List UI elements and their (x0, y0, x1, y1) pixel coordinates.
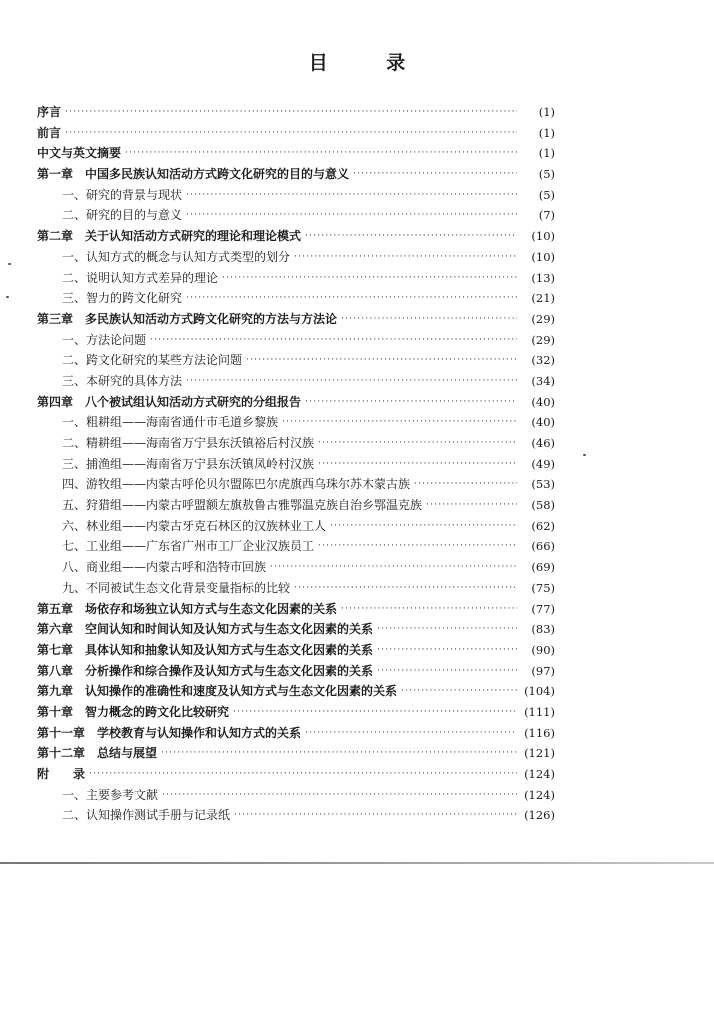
toc-entry-page: (90) (531, 642, 555, 657)
toc-entry (37, 640, 555, 661)
page-title: 目 录 (308, 52, 432, 74)
toc-entry (37, 433, 555, 454)
toc-dot-leader (426, 495, 517, 516)
toc-entry (37, 392, 555, 413)
toc-entry-label: 一、研究的背景与现状 (62, 187, 183, 202)
toc-dot-leader (305, 226, 517, 247)
bottom-divider (0, 862, 714, 864)
toc-entry (37, 164, 555, 185)
scan-speck (583, 454, 586, 456)
toc-dot-leader (246, 350, 517, 371)
toc-dot-leader (318, 536, 517, 557)
toc-entry (37, 309, 555, 330)
toc-entry (37, 764, 555, 785)
toc-entry-label: 第十一章 学校教育与认知操作和认知方式的关系 (37, 725, 302, 740)
toc-entry-page: (46) (531, 436, 555, 450)
toc-entry-label: 三、本研究的具体方法 (62, 373, 183, 388)
toc-entry-label: 五、狩猎组——内蒙古呼盟额左旗敖鲁古雅鄂温克族自治乡鄂温克族 (62, 498, 423, 513)
toc-entry-page: (1) (538, 125, 555, 140)
toc-entry-label: 第十章 智力概念的跨文化比较研究 (37, 704, 230, 719)
toc-entry-page: (10) (531, 229, 555, 244)
toc-dot-leader (222, 268, 517, 289)
toc-entry-label: 第十二章 总结与展望 (37, 746, 158, 761)
toc-entry-label: 附 录 (37, 767, 86, 781)
toc-entry-label: 第七章 具体认知和抽象认知及认知方式与生态文化因素的关系 (37, 642, 374, 657)
toc-entry (37, 454, 555, 475)
toc-entry-page: (40) (531, 394, 555, 409)
table-of-contents (37, 102, 555, 826)
toc-dot-leader (305, 392, 517, 413)
toc-dot-leader (377, 661, 517, 682)
toc-entry-page: (53) (531, 477, 555, 492)
toc-entry (37, 578, 555, 599)
toc-dot-leader (186, 371, 517, 392)
toc-dot-leader (65, 102, 517, 123)
toc-entry-label: 一、粗耕组——海南省通什市毛道乡黎族 (62, 415, 279, 430)
toc-entry (37, 247, 555, 268)
toc-entry (37, 371, 555, 392)
toc-entry-page: (126) (524, 808, 555, 823)
toc-dot-leader (234, 805, 517, 826)
toc-entry-label: 第四章 八个被试组认知活动方式研究的分组报告 (37, 394, 302, 409)
toc-entry-page: (40) (531, 415, 555, 430)
toc-dot-leader (65, 123, 517, 144)
toc-entry (37, 536, 555, 557)
scan-speck (6, 296, 9, 298)
toc-dot-leader (377, 640, 517, 661)
toc-entry-label: 前言 (37, 125, 62, 140)
toc-entry (37, 474, 555, 495)
toc-entry (37, 619, 555, 640)
toc-entry (37, 330, 555, 351)
toc-entry (37, 723, 555, 744)
toc-entry-label: 六、林业组——内蒙古牙克石林区的汉族林业工人 (62, 518, 327, 533)
toc-dot-leader (233, 702, 517, 723)
toc-entry (37, 102, 555, 123)
toc-entry-page: (77) (531, 601, 555, 616)
toc-entry-label: 四、游牧组——内蒙古呼伦贝尔盟陈巴尔虎旗西乌珠尔苏木蒙古族 (62, 477, 411, 492)
toc-dot-leader (377, 619, 517, 640)
toc-dot-leader (341, 599, 517, 620)
toc-entry (37, 495, 555, 516)
toc-dot-leader (150, 330, 517, 351)
toc-dot-leader (318, 433, 517, 454)
toc-entry-page: (1) (538, 105, 555, 119)
toc-entry (37, 557, 555, 578)
toc-entry (37, 226, 555, 247)
toc-entry (37, 661, 555, 682)
toc-entry-page: (5) (538, 167, 555, 182)
toc-entry-page: (13) (531, 270, 555, 285)
toc-entry-label: 第五章 场依存和场独立认知方式与生态文化因素的关系 (37, 601, 338, 616)
toc-entry-label: 二、精耕组——海南省万宁县东沃镇裕后村汉族 (62, 436, 315, 450)
toc-entry-page: (83) (531, 622, 555, 637)
toc-entry-page: (29) (531, 311, 555, 326)
toc-entry-page: (32) (531, 353, 555, 368)
toc-entry (37, 785, 555, 806)
toc-entry (37, 288, 555, 309)
toc-entry-label: 二、说明认知方式差异的理论 (62, 270, 219, 285)
toc-dot-leader (305, 723, 517, 744)
toc-entry-page: (121) (524, 746, 555, 761)
toc-entry-page: (104) (524, 684, 555, 699)
toc-entry-page: (97) (531, 663, 555, 678)
toc-entry-label: 七、工业组——广东省广州市工厂企业汉族员工 (62, 539, 315, 554)
toc-entry-page: (69) (531, 560, 555, 575)
toc-entry-label: 一、方法论问题 (62, 332, 147, 347)
toc-entry-label: 一、认知方式的概念与认知方式类型的划分 (62, 249, 291, 264)
toc-entry (37, 743, 555, 764)
toc-entry-page: (62) (531, 518, 555, 533)
toc-entry-label: 序言 (37, 105, 62, 119)
toc-entry-page: (75) (531, 580, 555, 595)
toc-entry-page: (21) (531, 291, 555, 306)
toc-entry-label: 一、主要参考文献 (62, 787, 159, 802)
toc-dot-leader (161, 743, 517, 764)
toc-entry-page: (10) (531, 249, 555, 264)
toc-dot-leader (162, 785, 517, 806)
toc-dot-leader (294, 247, 517, 268)
toc-entry-label: 中文与英文摘要 (37, 146, 122, 161)
toc-entry-label: 二、研究的目的与意义 (62, 208, 183, 223)
toc-entry-page: (49) (531, 456, 555, 471)
toc-entry-label: 八、商业组——内蒙古呼和浩特市回族 (62, 560, 267, 575)
toc-dot-leader (341, 309, 517, 330)
toc-entry-page: (7) (538, 208, 555, 223)
toc-dot-leader (270, 557, 517, 578)
toc-dot-leader (125, 143, 517, 164)
toc-entry (37, 516, 555, 537)
toc-entry (37, 185, 555, 206)
toc-entry-page: (66) (531, 539, 555, 554)
toc-dot-leader (330, 516, 517, 537)
toc-dot-leader (401, 681, 517, 702)
toc-entry-page: (1) (538, 146, 555, 161)
toc-dot-leader (294, 578, 517, 599)
toc-dot-leader (186, 288, 517, 309)
toc-entry-page: (124) (524, 767, 555, 781)
toc-entry (37, 205, 555, 226)
toc-dot-leader (186, 205, 517, 226)
toc-entry-label: 第三章 多民族认知活动方式跨文化研究的方法与方法论 (37, 311, 338, 326)
toc-entry-label: 二、认知操作测试手册与记录纸 (62, 808, 231, 823)
toc-entry (37, 268, 555, 289)
scan-speck (8, 263, 11, 265)
toc-entry (37, 599, 555, 620)
toc-entry-page: (34) (531, 373, 555, 388)
toc-entry-label: 第八章 分析操作和综合操作及认知方式与生态文化因素的关系 (37, 663, 374, 678)
toc-dot-leader (353, 164, 517, 185)
toc-entry-page: (116) (524, 725, 555, 740)
toc-dot-leader (414, 474, 517, 495)
toc-entry-page: (29) (531, 332, 555, 347)
toc-entry-page: (58) (531, 498, 555, 513)
toc-entry-label: 第二章 关于认知活动方式研究的理论和理论模式 (37, 229, 302, 244)
toc-entry-label: 九、不同被试生态文化背景变量指标的比较 (62, 580, 291, 595)
toc-entry (37, 350, 555, 371)
toc-entry-label: 第一章 中国多民族认知活动方式跨文化研究的目的与意义 (37, 167, 350, 182)
toc-entry (37, 412, 555, 433)
toc-entry-label: 第九章 认知操作的准确性和速度及认知方式与生态文化因素的关系 (37, 684, 398, 699)
toc-dot-leader (89, 764, 517, 785)
toc-entry-page: (5) (538, 187, 555, 202)
toc-dot-leader (186, 185, 517, 206)
toc-entry (37, 143, 555, 164)
toc-entry (37, 805, 555, 826)
toc-dot-leader (318, 454, 517, 475)
toc-entry-label: 二、跨文化研究的某些方法论问题 (62, 353, 243, 368)
toc-entry (37, 702, 555, 723)
toc-entry-page: (111) (524, 704, 555, 719)
toc-entry-page: (124) (524, 787, 555, 802)
toc-entry-label: 三、智力的跨文化研究 (62, 291, 183, 306)
toc-entry-label: 第六章 空间认知和时间认知及认知方式与生态文化因素的关系 (37, 622, 374, 637)
toc-entry (37, 681, 555, 702)
toc-dot-leader (282, 412, 517, 433)
toc-entry (37, 123, 555, 144)
toc-entry-label: 三、捕渔组——海南省万宁县东沃镇凤岭村汉族 (62, 456, 315, 471)
